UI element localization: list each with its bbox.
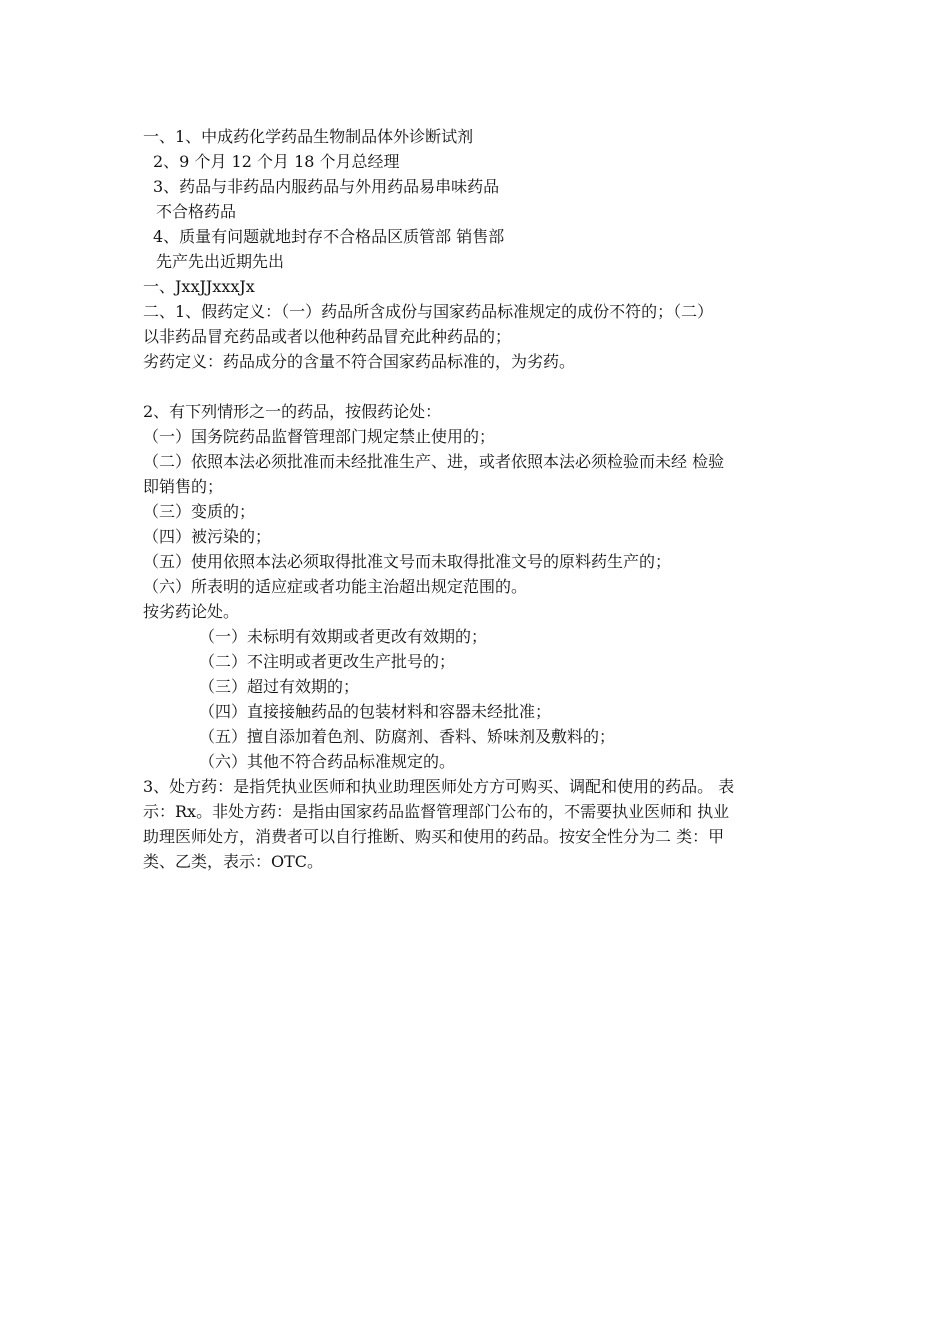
fake-item: （四）被污染的； — [143, 527, 272, 546]
inferior-item: （三）超过有效期的； — [199, 677, 360, 696]
fake-item: 即销售的； — [143, 477, 224, 496]
answer-line-4: 4、质量有问题就地封存不合格品区质管部 销售部 — [153, 227, 505, 246]
fake-item: （一）国务院药品监督管理部门规定禁止使用的； — [143, 427, 496, 446]
blank-line — [143, 374, 813, 399]
answer-line-4b: 先产先出近期先出 — [156, 252, 285, 271]
answer-line-5: 一、JxxJJxxxJx — [143, 277, 255, 296]
inferior-drug-definition: 劣药定义：药品成分的含量不符合国家药品标准的，为劣药。 — [143, 352, 576, 371]
fake-item: （三）变质的； — [143, 502, 256, 521]
document-body — [143, 124, 813, 874]
prescription-paragraph-line-1: 3、处方药：是指凭执业医师和执业助理医师处方方可购买、调配和使用的药品。 表 — [143, 777, 735, 796]
inferior-item: （二）不注明或者更改生产批号的； — [199, 652, 456, 671]
fake-item: （五）使用依照本法必须取得批准文号而未取得批准文号的原料药生产的； — [143, 552, 672, 571]
prescription-paragraph-line-2: 示：Rx。非处方药：是指由国家药品监督管理部门公布的，不需要执业医师和 执业 — [143, 802, 730, 821]
prescription-paragraph-line-3: 助理医师处方，消费者可以自行推断、购买和使用的药品。按安全性分为二 类：甲 — [143, 827, 725, 846]
fake-drug-definition-1: 二、1、假药定义：（一）药品所含成份与国家药品标准规定的成份不符的；（二） — [143, 302, 714, 321]
inferior-item: （六）其他不符合药品标准规定的。 — [199, 752, 456, 771]
inferior-drug-heading: 按劣药论处。 — [143, 602, 240, 621]
prescription-paragraph-line-4: 类、乙类，表示：OTC。 — [143, 852, 324, 871]
fake-drug-heading: 2、有下列情形之一的药品，按假药论处： — [143, 402, 442, 421]
answer-line-3: 3、药品与非药品内服药品与外用药品易串味药品 — [153, 177, 500, 196]
inferior-item: （五）擅自添加着色剂、防腐剂、香料、矫味剂及敷料的； — [199, 727, 616, 746]
answer-line-2: 2、9 个月 12 个月 18 个月总经理 — [153, 152, 400, 171]
fake-item: （二）依照本法必须批准而未经批准生产、进，或者依照本法必须检验而未经 检验 — [143, 452, 725, 471]
answer-line-1: 一、1、中成药化学药品生物制品体外诊断试剂 — [143, 127, 474, 146]
answer-line-3b: 不合格药品 — [156, 202, 237, 221]
inferior-item: （四）直接接触药品的包装材料和容器未经批准； — [199, 702, 552, 721]
inferior-item: （一）未标明有效期或者更改有效期的； — [199, 627, 488, 646]
fake-drug-definition-2: 以非药品冒充药品或者以他种药品冒充此种药品的； — [143, 327, 512, 346]
fake-item: （六）所表明的适应症或者功能主治超出规定范围的。 — [143, 577, 528, 596]
